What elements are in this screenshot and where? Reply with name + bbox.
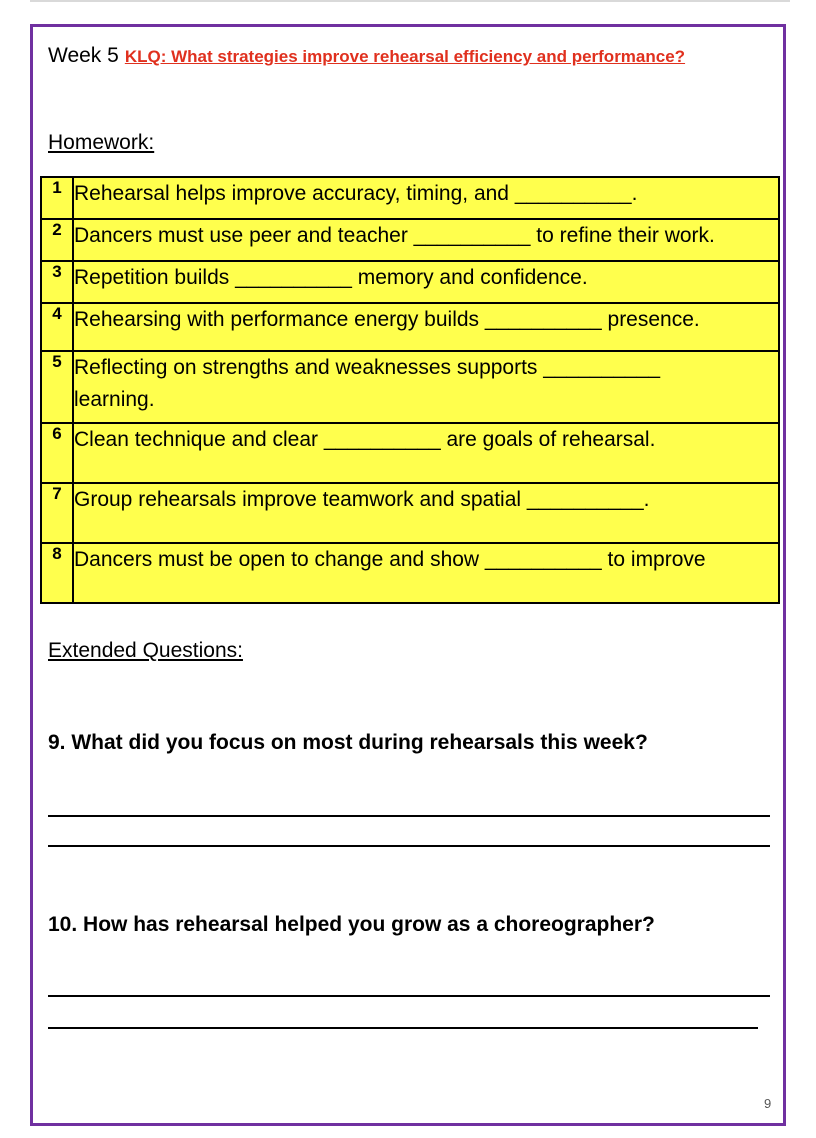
table-row (41, 351, 779, 423)
worksheet-header (48, 44, 685, 68)
item-number: 4 (41, 303, 73, 351)
item-number: 7 (41, 483, 73, 543)
fill-in-sentence: Dancers must be open to change and show __________ to improve (73, 543, 779, 603)
item-number: 6 (41, 423, 73, 483)
homework-table (40, 176, 780, 604)
fill-in-sentence: Rehearsing with performance energy builds __________ presence. (73, 303, 779, 351)
table-row (41, 303, 779, 351)
week-label: Week 5 (48, 44, 119, 67)
answer-line[interactable] (48, 995, 770, 997)
fill-in-sentence: Dancers must use peer and teacher __________ to refine their work. (73, 219, 779, 261)
table-row (41, 219, 779, 261)
table-row (41, 483, 779, 543)
fill-in-sentence: Group rehearsals improve teamwork and spatial __________. (73, 483, 779, 543)
table-row (41, 177, 779, 219)
table-row (41, 543, 779, 603)
item-number: 5 (41, 351, 73, 423)
key-learning-question: KLQ: What strategies improve rehearsal efficiency and performance? (124, 47, 686, 66)
answer-line[interactable] (48, 1027, 758, 1029)
question-9: 9. What did you focus on most during rehearsals this week? (48, 731, 648, 754)
fill-in-sentence: Reflecting on strengths and weaknesses supports __________ learning. (73, 351, 779, 423)
fill-in-sentence: Repetition builds __________ memory and confidence. (73, 261, 779, 303)
page-number: 9 (764, 1096, 772, 1111)
item-number: 2 (41, 219, 73, 261)
top-divider (30, 0, 790, 2)
fill-in-sentence: Rehearsal helps improve accuracy, timing, and __________. (73, 177, 779, 219)
item-number: 8 (41, 543, 73, 603)
item-number: 3 (41, 261, 73, 303)
table-row (41, 261, 779, 303)
answer-line[interactable] (48, 815, 770, 817)
table-row (41, 423, 779, 483)
answer-line[interactable] (48, 845, 770, 847)
homework-heading: Homework: (48, 131, 155, 154)
question-10: 10. How has rehearsal helped you grow as a choreographer? (48, 913, 655, 936)
extended-questions-heading: Extended Questions: (48, 639, 243, 662)
item-number: 1 (41, 177, 73, 219)
fill-in-sentence: Clean technique and clear __________ are goals of rehearsal. (73, 423, 779, 483)
